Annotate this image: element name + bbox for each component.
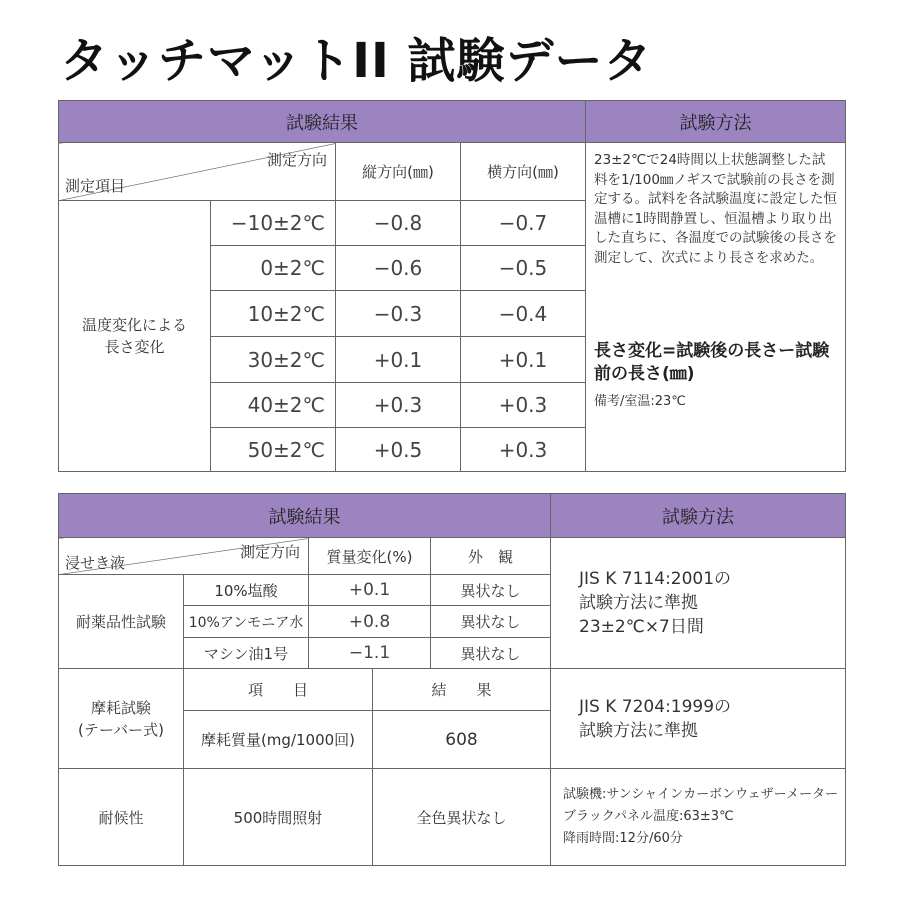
horizontal-value: +0.3 — [461, 383, 586, 428]
temp: 0±2℃ — [211, 246, 336, 291]
vertical-value: +0.1 — [336, 337, 461, 383]
abrasion-method: JIS K 7204:1999の 試験方法に準拠 — [551, 669, 846, 769]
item-label: 浸せき液 — [65, 554, 126, 572]
chem-group-label: 耐薬品性試験 — [59, 575, 184, 669]
col-vertical: 縦方向(㎜) — [336, 143, 461, 201]
temp: 30±2℃ — [211, 337, 336, 383]
direction-label: 測定方向 — [266, 151, 327, 169]
appearance: 異状なし — [431, 638, 551, 669]
temp: 40±2℃ — [211, 383, 336, 428]
horizontal-value: −0.7 — [461, 201, 586, 246]
horizontal-value: −0.5 — [461, 246, 586, 291]
formula: 長さ変化=試験後の長さー試験前の長さ(㎜) — [594, 341, 830, 384]
col-mass: 質量変化(%) — [309, 538, 431, 575]
weather-method: 試験機:サンシャインカーボンウェザーメーター ブラックパネル温度:63±3℃ 降雨時間:12分/60分 — [551, 769, 846, 866]
page-title: タッチマットII 試験データ — [60, 33, 653, 89]
abrasion-result: 608 — [373, 711, 551, 769]
method-cell — [586, 143, 846, 472]
resistance-test-table — [58, 493, 846, 866]
dimension-change-table — [58, 100, 846, 472]
mass-change: −1.1 — [309, 638, 431, 669]
diagonal-header-cell — [59, 143, 336, 201]
col-horizontal: 横方向(㎜) — [461, 143, 586, 201]
item-label: 測定項目 — [65, 177, 126, 195]
liquid: 10%塩酸 — [184, 575, 309, 606]
weather-item: 500時間照射 — [184, 769, 373, 866]
appearance: 異状なし — [431, 575, 551, 606]
abrasion-item-header: 項 目 — [184, 669, 373, 711]
note: 備考/室温:23℃ — [594, 394, 686, 409]
vertical-value: −0.3 — [336, 291, 461, 337]
vertical-value: +0.3 — [336, 383, 461, 428]
abrasion-item: 摩耗質量(mg/1000回) — [184, 711, 373, 769]
col-appearance: 外 観 — [431, 538, 551, 575]
vertical-value: +0.5 — [336, 428, 461, 472]
results-header: 試験結果 — [59, 101, 586, 143]
weather-group-label: 耐候性 — [59, 769, 184, 866]
row-group-label: 温度変化による 長さ変化 — [59, 201, 211, 472]
horizontal-value: +0.1 — [461, 337, 586, 383]
vertical-value: −0.8 — [336, 201, 461, 246]
temp: 10±2℃ — [211, 291, 336, 337]
mass-change: +0.8 — [309, 606, 431, 638]
temp: −10±2℃ — [211, 201, 336, 246]
liquid: 10%アンモニア水 — [184, 606, 309, 638]
chem-method: JIS K 7114:2001の 試験方法に準拠 23±2℃×7日間 — [551, 538, 846, 669]
weather-result: 全色異状なし — [373, 769, 551, 866]
method-header: 試験方法 — [551, 494, 846, 538]
method-header: 試験方法 — [586, 101, 846, 143]
vertical-value: −0.6 — [336, 246, 461, 291]
results-header: 試験結果 — [59, 494, 551, 538]
method-text: 23±2℃で24時間以上状態調整した試料を1/100㎜ノギスで試験前の長さを測定する。試料を各試験温度に設定した恒温槽に1時間静置し、恒温槽より取り出した直ちに、各温度での試験後の長さを測定して、次式により長さを求めた。 — [594, 152, 837, 266]
horizontal-value: +0.3 — [461, 428, 586, 472]
temp: 50±2℃ — [211, 428, 336, 472]
abrasion-group-label: 摩耗試験 (テーバー式) — [59, 669, 184, 769]
abrasion-result-header: 結 果 — [373, 669, 551, 711]
liquid: マシン油1号 — [184, 638, 309, 669]
horizontal-value: −0.4 — [461, 291, 586, 337]
direction-label: 測定方向 — [239, 543, 300, 561]
mass-change: +0.1 — [309, 575, 431, 606]
appearance: 異状なし — [431, 606, 551, 638]
diagonal-header-cell — [59, 538, 309, 575]
